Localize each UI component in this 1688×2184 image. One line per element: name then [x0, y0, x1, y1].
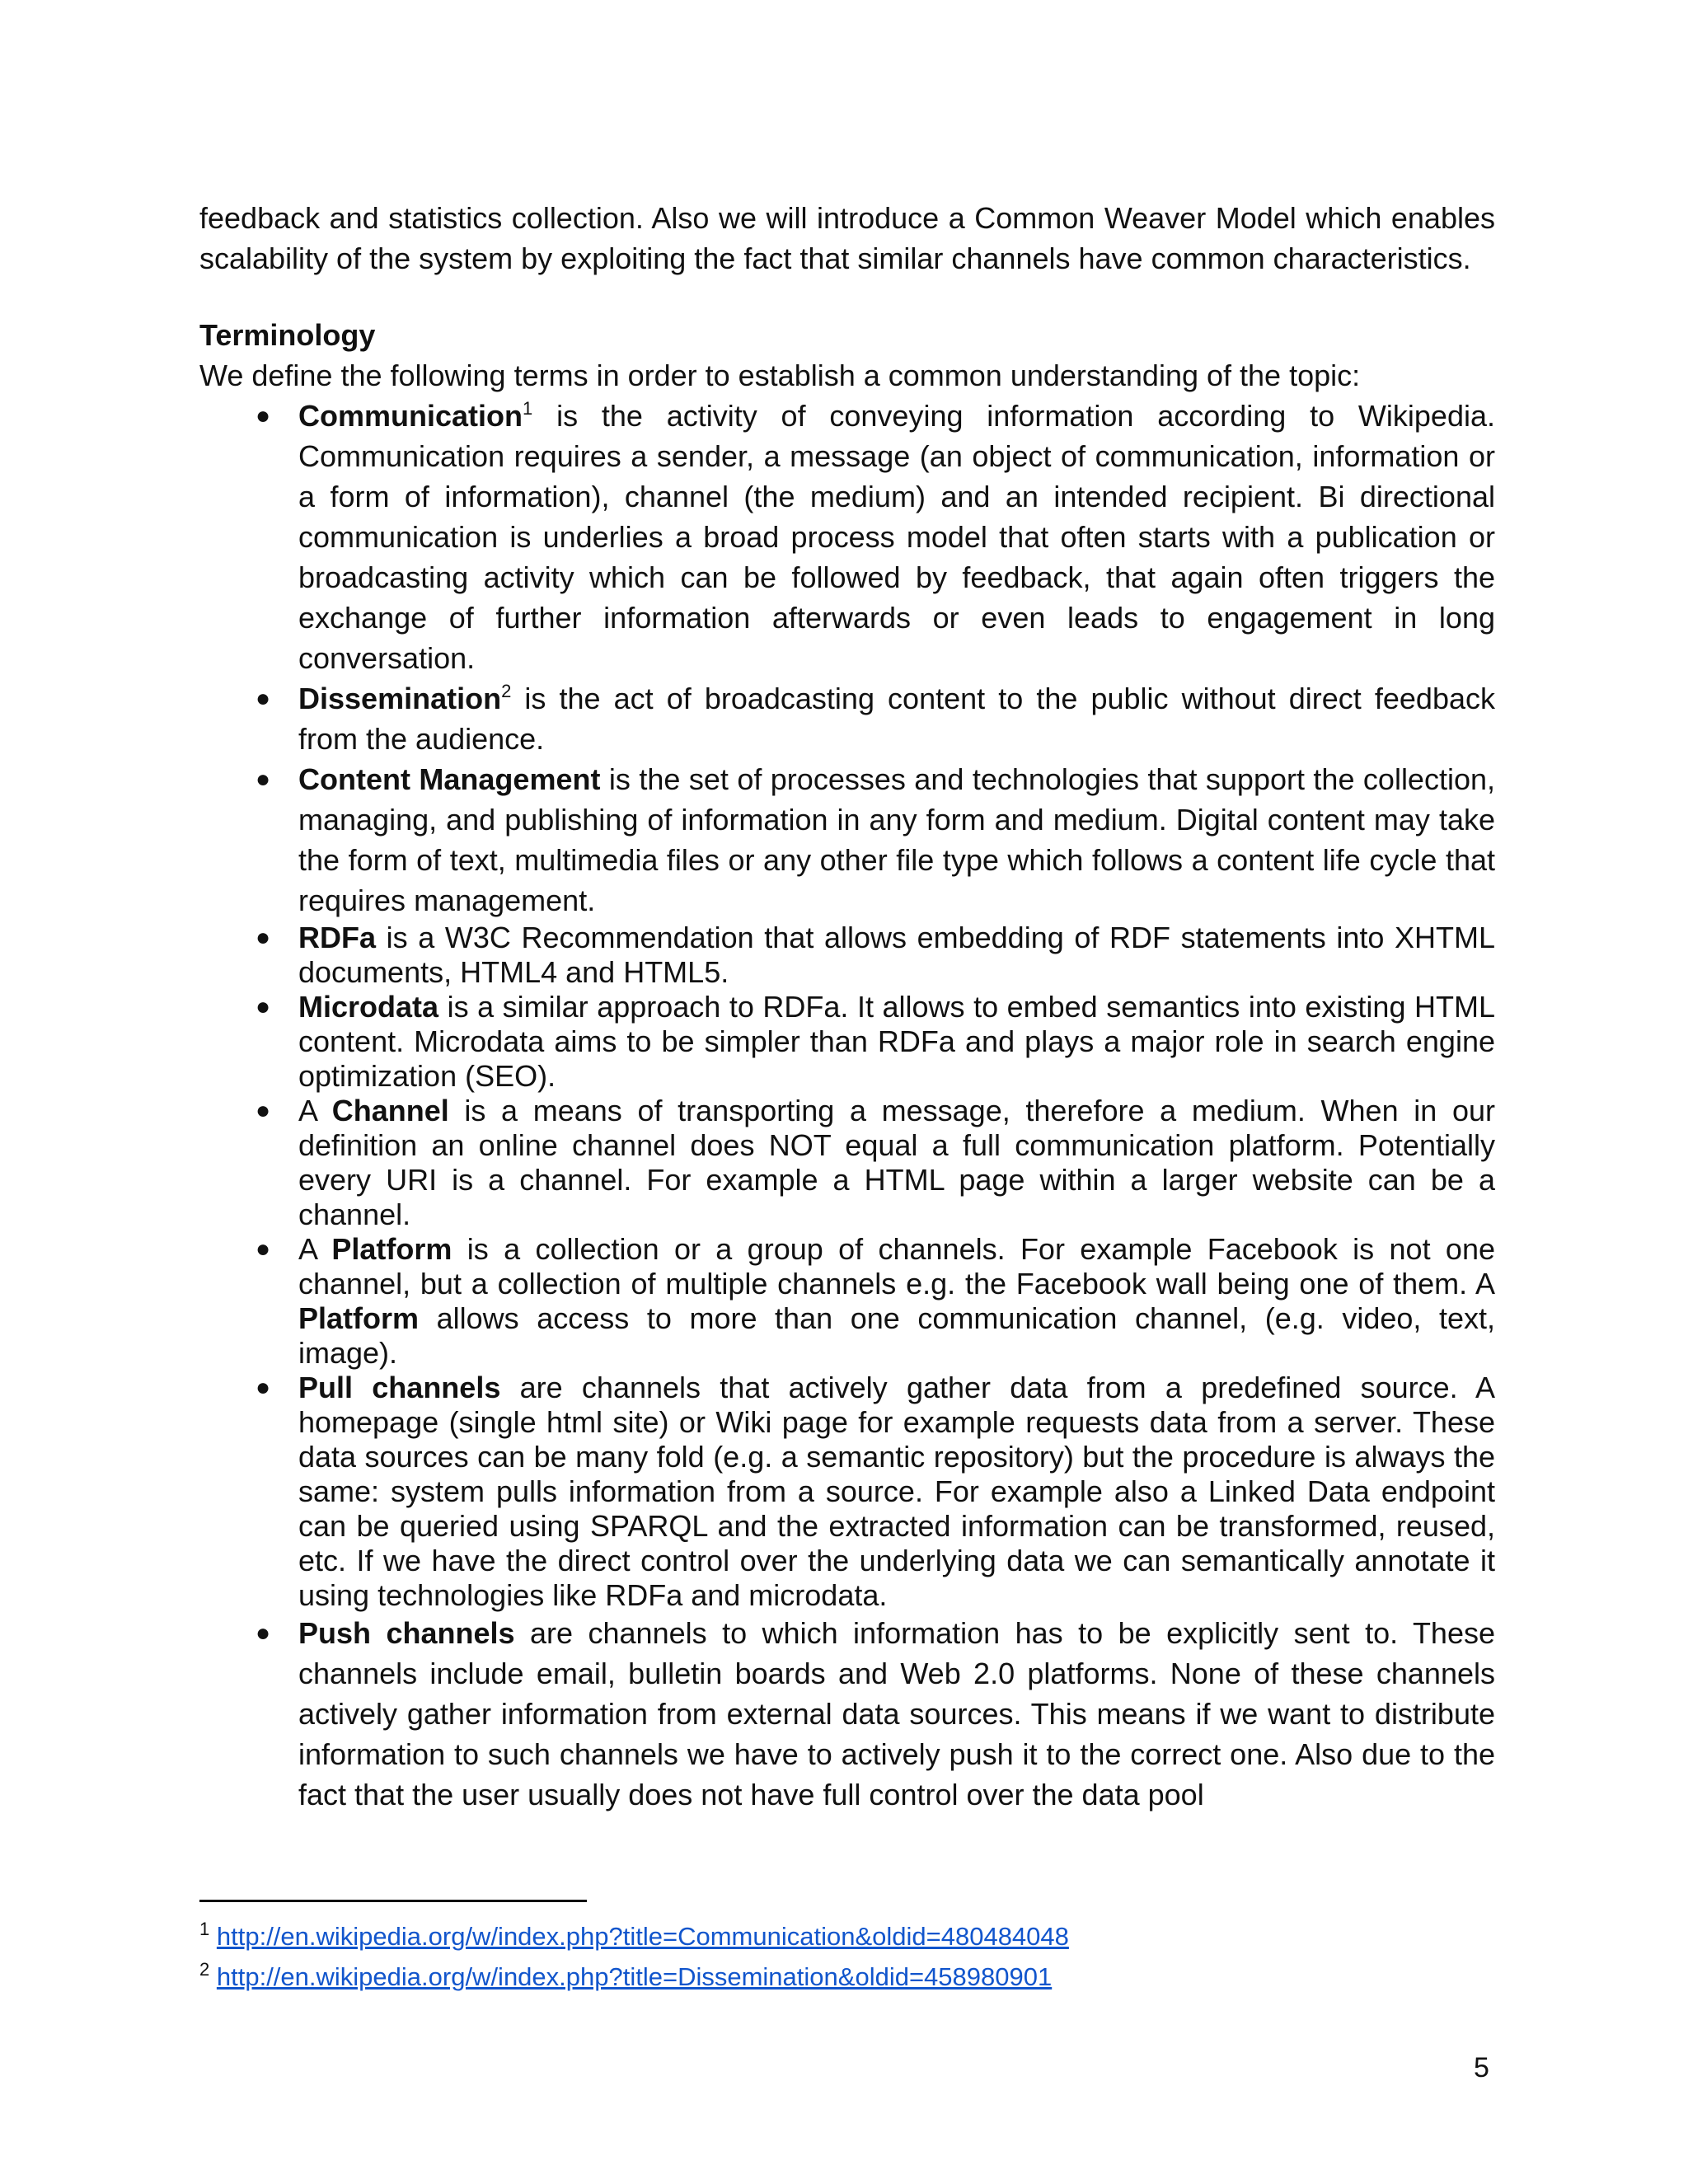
term-definition: is a W3C Recommendation that allows embedding of RDF statements into XHTML documents, HTML4 and HTML5. [298, 921, 1495, 989]
term-name: Platform [331, 1232, 452, 1266]
term-prefix: A [298, 1094, 332, 1127]
footnote-link[interactable]: http://en.wikipedia.org/w/index.php?title=Dissemination&oldid=458980901 [216, 1962, 1053, 1991]
term-name: Communication [298, 399, 523, 433]
list-item [256, 396, 1495, 678]
footnote-number: 1 [199, 1919, 210, 1939]
bullet-icon: ● [256, 1374, 271, 1401]
term-name: Microdata [298, 990, 439, 1024]
term-prefix: A [298, 1232, 332, 1266]
term-definition: is the activity of conveying information according to Wikipedia. Communication requires a sender, a message (an object of communication, information or a form of information), channel (the medium) and an intended recipient. Bi directional communication is underlies a broad process model that often starts with a publication or broadcasting activity which can be followed by feedback, that again often triggers the exchange of further information afterwards or even leads to engagement in long conversation. [298, 399, 1495, 675]
term-name: Pull channels [298, 1371, 501, 1404]
page-number: 5 [1474, 2052, 1489, 2083]
bullet-icon: ● [256, 766, 271, 793]
footnote-divider [199, 1900, 587, 1902]
term-definition: is a similar approach to RDFa. It allows to embed semantics into existing HTML content. Microdata aims to be simpler than RDFa and plays a major role in search engine optimization (SEO). [298, 990, 1495, 1093]
term-name: Dissemination [298, 682, 502, 715]
footnote-ref: 1 [523, 398, 533, 419]
section-intro: We define the following terms in order to establish a common understanding of the topic: [199, 359, 1361, 392]
list-item [256, 759, 1496, 921]
list-item [256, 1613, 1495, 1815]
term-definition: is a means of transporting a message, therefore a medium. When in our definition an online channel does NOT equal a full communication platform. Potentially every URI is a channel. For example a HTML page within a larger website can be a channel. [298, 1094, 1495, 1231]
term-name: Platform [298, 1301, 420, 1335]
footnote-ref: 2 [501, 681, 512, 701]
term-definition: allows access to more than one communication channel, (e.g. video, text, image). [298, 1301, 1495, 1370]
footnotes [199, 1916, 1069, 1997]
page-body [199, 198, 1495, 1815]
term-definition: is the set of processes and technologies that support the collection, managing, and publishing of information in any form and medium. Digital content may take the form of text, multimedia files or any other file type which follows a content life cycle that requires management. [298, 762, 1496, 917]
bullet-icon: ● [256, 402, 271, 429]
list-item [256, 921, 1495, 990]
footnote-1 [199, 1916, 1069, 1957]
opening-paragraph: feedback and statistics collection. Also we will introduce a Common Weaver Model which enables scalability of the system by exploiting the fact that similar channels have common characteristics. [199, 201, 1495, 275]
term-name: RDFa [298, 921, 377, 954]
footnote-link[interactable]: http://en.wikipedia.org/w/index.php?title=Communication&oldid=480484048 [216, 1922, 1069, 1951]
term-definition: is the act of broadcasting content to the public without direct feedback from the audience. [298, 682, 1495, 756]
list-item [256, 990, 1495, 1094]
bullet-icon: ● [256, 1235, 271, 1263]
bullet-icon: ● [256, 993, 271, 1020]
list-item [256, 1232, 1495, 1371]
section-heading: Terminology [199, 318, 376, 352]
term-definition: are channels that actively gather data from a predefined source. A homepage (single html site) or Wiki page for example requests data from a server. These data sources can be many fold (e.g. a semantic repository) but the procedure is always the same: system pulls information from a source. For example also a Linked Data endpoint can be queried using SPARQL and the extracted information can be transformed, reused, etc. If we have the direct control over the underlying data we can semantically annotate it using technologies like RDFa and microdata. [298, 1371, 1495, 1612]
term-name: Content Management [298, 762, 601, 796]
list-item [256, 1094, 1495, 1232]
term-name: Channel [331, 1094, 449, 1127]
terms-list [199, 396, 1495, 1815]
term-definition: are channels to which information has to be explicitly sent to. These channels include email, bulletin boards and Web 2.0 platforms. None of these channels actively gather information from external data sources. This means if we want to distribute information to such channels we have to actively push it to the correct one. Also due to the fact that the user usually does not have full control over the data pool [298, 1616, 1495, 1811]
list-item [256, 678, 1495, 759]
term-definition: is a collection or a group of channels. For example Facebook is not one channel, but a collection of multiple channels e.g. the Facebook wall being one of them. A [298, 1232, 1495, 1301]
bullet-icon: ● [256, 1097, 271, 1124]
footnote-number: 2 [199, 1959, 210, 1980]
bullet-icon: ● [256, 685, 271, 712]
bullet-icon: ● [256, 924, 271, 951]
term-name: Push channels [298, 1616, 515, 1650]
bullet-icon: ● [256, 1619, 271, 1647]
footnote-2 [199, 1957, 1069, 1997]
list-item [256, 1371, 1495, 1613]
